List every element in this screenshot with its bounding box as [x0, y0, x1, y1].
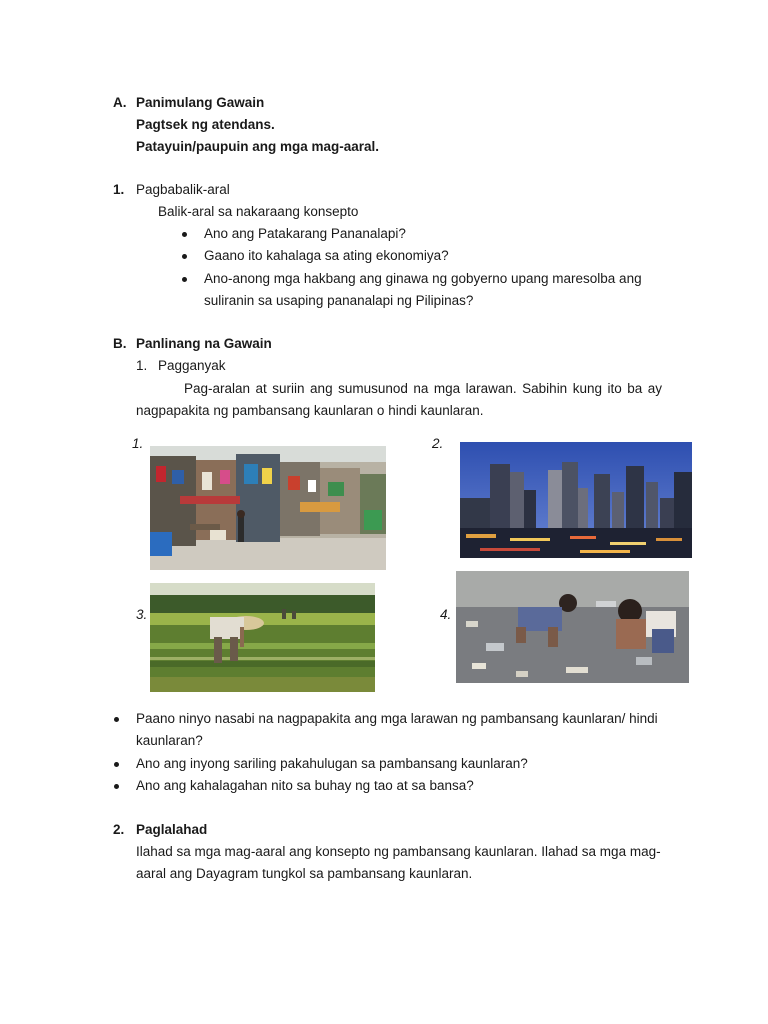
rice-farmer-photo	[150, 583, 375, 692]
bullet-dot	[182, 254, 187, 259]
city-skyline-photo	[460, 442, 692, 558]
review-title: Pagbabalik-aral	[136, 182, 230, 197]
review-subtitle: Balik-aral sa nakaraang konsepto	[158, 204, 359, 219]
bullet-dot	[182, 232, 187, 237]
image-label-2: 2.	[432, 436, 444, 451]
dumpsite-children-photo	[456, 571, 689, 683]
motivation-number: 1.	[136, 358, 148, 373]
presentation-title: Paglalahad	[136, 822, 208, 837]
attendance-line: Pagtsek ng atendans.	[136, 117, 275, 132]
stand-sit-line: Patayuin/paupuin ang mga mag-aaral.	[136, 139, 380, 154]
question-item: Ano ang kahalagahan nito sa buhay ng tao at sa bansa?	[136, 778, 474, 793]
image-label-4: 4.	[440, 607, 452, 622]
section-a-letter: A.	[113, 95, 127, 110]
question-item: Paano ninyo nasabi na nagpapakita ang mga larawan ng pambansang kaunlaran/ hindi	[136, 711, 658, 726]
presentation-line: Ilahad sa mga mag-aaral ang konsepto ng pambansang kaunlaran. Ilahad sa mga mag-	[136, 844, 661, 859]
bullet-dot	[182, 277, 187, 282]
review-question: Ano ang Patakarang Pananalapi?	[204, 226, 406, 241]
instruction-paragraph: Pag-aralan at suriin ang sumusunod na mga larawan. Sabihin kung ito ba ay nagpapakita ng pambansang kaunlaran o hindi kaunlaran.	[136, 381, 662, 418]
review-number: 1.	[113, 182, 125, 197]
presentation-number: 2.	[113, 822, 125, 837]
review-question: Ano-anong mga hakbang ang ginawa ng gobyerno upang maresolba ang	[204, 271, 642, 286]
section-a-title: Panimulang Gawain	[136, 95, 265, 110]
question-item: Ano ang inyong sariling pakahulugan sa pambansang kaunlaran?	[136, 756, 528, 771]
presentation-line-continued: aaral ang Dayagram tungkol sa pambansang kaunlaran.	[136, 866, 473, 881]
bullet-dot	[114, 762, 119, 767]
section-b-title: Panlinang na Gawain	[136, 336, 272, 351]
image-label-1: 1.	[132, 436, 144, 451]
bullet-dot	[114, 717, 119, 722]
review-question: Gaano ito kahalaga sa ating ekonomiya?	[204, 248, 449, 263]
slum-photo	[150, 446, 386, 570]
question-item-continued: kaunlaran?	[136, 733, 203, 748]
motivation-title: Pagganyak	[158, 358, 226, 373]
image-label-3: 3.	[136, 607, 148, 622]
section-b-letter: B.	[113, 336, 127, 351]
review-question-continued: suliranin sa usaping pananalapi ng Pilipinas?	[204, 293, 474, 308]
bullet-dot	[114, 784, 119, 789]
